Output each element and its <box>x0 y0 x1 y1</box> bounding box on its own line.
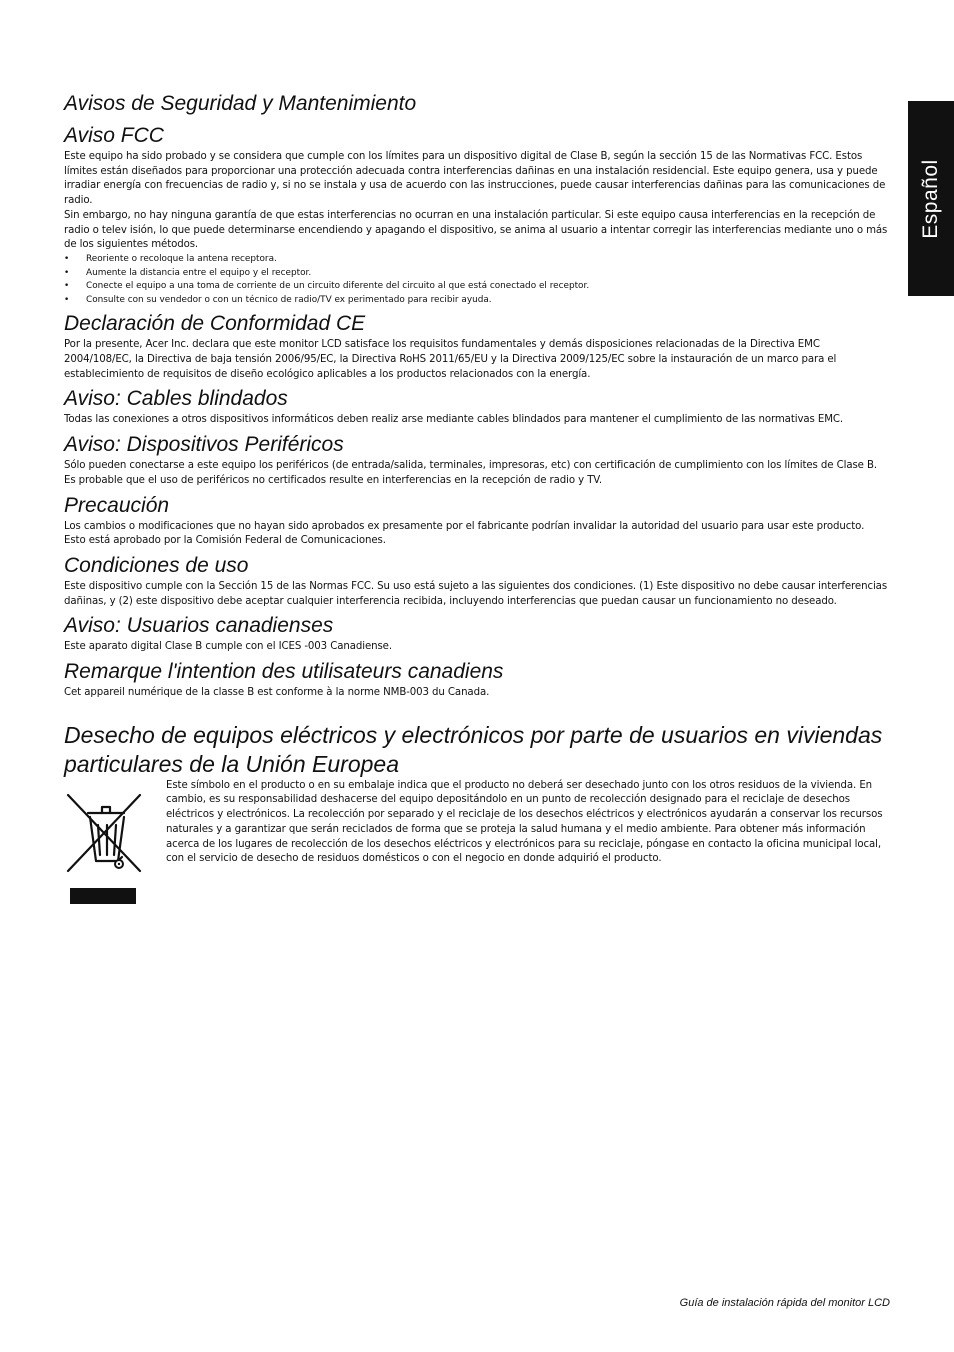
page-footer: Guía de instalación rápida del monitor LCD <box>679 1297 890 1309</box>
fcc-paragraph-2: Sin embargo, no hay ninguna garantía de que estas interferencias no ocurran en una instalación particular. Si este equipo causa interferencias en la recepción de radio o telev isión, lo que puede determinarse encendiendo y apagando el dispositivo, se anima al usuario a intentar corregir las interferencias mediante uno o más de los siguientes métodos. <box>64 209 888 251</box>
caution-section <box>64 492 888 549</box>
list-item: • Conecte el equipo a una toma de corriente de un circuito diferente del circuito al que está conectado el receptor. <box>64 280 888 294</box>
peripherals-heading: Aviso: Dispositivos Periféricos <box>64 433 344 457</box>
page-title: Avisos de Seguridad y Mantenimiento <box>64 92 417 115</box>
weee-heading: Desecho de equipos eléctricos y electrónicos por parte de usuarios en viviendas particulares de la Unión Europea <box>64 721 883 777</box>
fcc-heading: Aviso FCC <box>64 124 164 147</box>
cables-text: Todas las conexiones a otros dispositivos informáticos deben realiz arse mediante cables blindados para mantener el cumplimiento de las normativas EMC. <box>64 414 844 426</box>
weee-block <box>64 779 888 909</box>
language-tab <box>908 101 954 296</box>
canadian-users-heading: Aviso: Usuarios canadienses <box>64 614 334 638</box>
remarque-section <box>64 658 888 701</box>
weee-section <box>64 721 888 909</box>
language-tab-label: Español <box>919 158 942 239</box>
weee-text: Este símbolo en el producto o en su embalaje indica que el producto no deberá ser desechado junto con los otros residuos de la vivienda. En cambio, es su responsabilidad deshacerse del equipo depositándolo en un punto de recolección designado para el reciclaje de desechos eléctricos y electrónicos. La recolección por separado y el reciclaje de los desechos eléctricos y electrónicos ayudarán a conservar los recursos naturales y a garantizar que serán reciclados de forma que se proteja la salud humana y el medio ambiente. Para obtener más información acerca de los lugares de recolección de los desechos eléctricos y electrónicos para su reciclaje, póngase en contacto la oficina municipal local, con el servicio de desecho de residuos domésticos o con el negocio en donde adquirió el producto. <box>166 779 883 865</box>
cables-heading: Aviso: Cables blindados <box>64 387 288 411</box>
page-content <box>64 90 888 909</box>
conditions-text: Este dispositivo cumple con la Sección 15 de las Normas FCC. Su uso está sujeto a las siguientes dos condiciones. (1) Este dispositivo no debe causar interferencias dañinas, y (2) este dispositivo debe aceptar cualquier interferencia recibida, incluyendo interferencias que puedan causar un funcionamiento no deseado. <box>64 580 888 607</box>
fcc-methods-list <box>64 253 888 307</box>
list-item: • Aumente la distancia entre el equipo y el receptor. <box>64 267 888 281</box>
caution-heading: Precaución <box>64 493 170 517</box>
ce-text: Por la presente, Acer Inc. declara que este monitor LCD satisface los requisitos fundamentales y demás disposiciones relacionadas de la Directiva EMC 2004/108/EC, la Directiva de baja tensión 2006/95/EC, la Directiva RoHS 2011/65/EU y la Directiva 2009/125/EC sobre la instauración de un marco para el establecimiento de requisitos de diseño ecológico aplicables a los productos relacionados con la energía. <box>64 339 837 380</box>
ce-heading: Declaración de Conformidad CE <box>64 312 366 336</box>
caution-text: Los cambios o modificaciones que no hayan sido aprobados ex presamente por el fabricante podrían invalidar la autoridad del usuario para usar este producto. Esto está aprobado por la Comisión Federal de Comunicaciones. <box>64 520 865 547</box>
remarque-text: Cet appareil numérique de la classe B est conforme à la norme NMB-003 du Canada. <box>64 687 490 699</box>
remarque-heading: Remarque l'intention des utilisateurs canadiens <box>64 660 504 684</box>
list-item: • Reoriente o recoloque la antena receptora. <box>64 253 888 267</box>
list-item: • Consulte con su vendedor o con un técnico de radio/TV ex perimentado para recibir ayuda. <box>64 294 888 308</box>
crossed-out-wheelie-bin-icon <box>64 787 144 905</box>
cables-section <box>64 385 888 428</box>
fcc-section <box>64 122 888 307</box>
canadian-users-section <box>64 612 888 655</box>
ce-section <box>64 310 888 382</box>
canadian-users-text: Este aparato digital Clase B cumple con el ICES -003 Canadiense. <box>64 641 392 653</box>
conditions-heading: Condiciones de uso <box>64 553 249 577</box>
fcc-paragraph-1: Este equipo ha sido probado y se considera que cumple con los límites para un dispositivo digital de Clase B, según la sección 15 de las Normativas FCC. Estos límites están diseñados para proporcionar una protección adecuada contra interferencias dañinas en una instalación residencial. Este equipo genera, usa y puede irradiar energía con frecuencias de radio y, si no se instala y usa de acuerdo con las instrucciones, puede causar interferencias dañinas para las comunicaciones de radio. <box>64 151 886 207</box>
peripherals-text: Sólo pueden conectarse a este equipo los periféricos (de entrada/salida, terminales, impresoras, etc) con certificación de cumplimiento con los límites de Clase B. Es probable que el uso de periféricos no certificados resulte en interferencias en la recepción de radio y TV. <box>64 460 878 486</box>
conditions-section <box>64 552 888 609</box>
peripherals-section <box>64 431 888 488</box>
